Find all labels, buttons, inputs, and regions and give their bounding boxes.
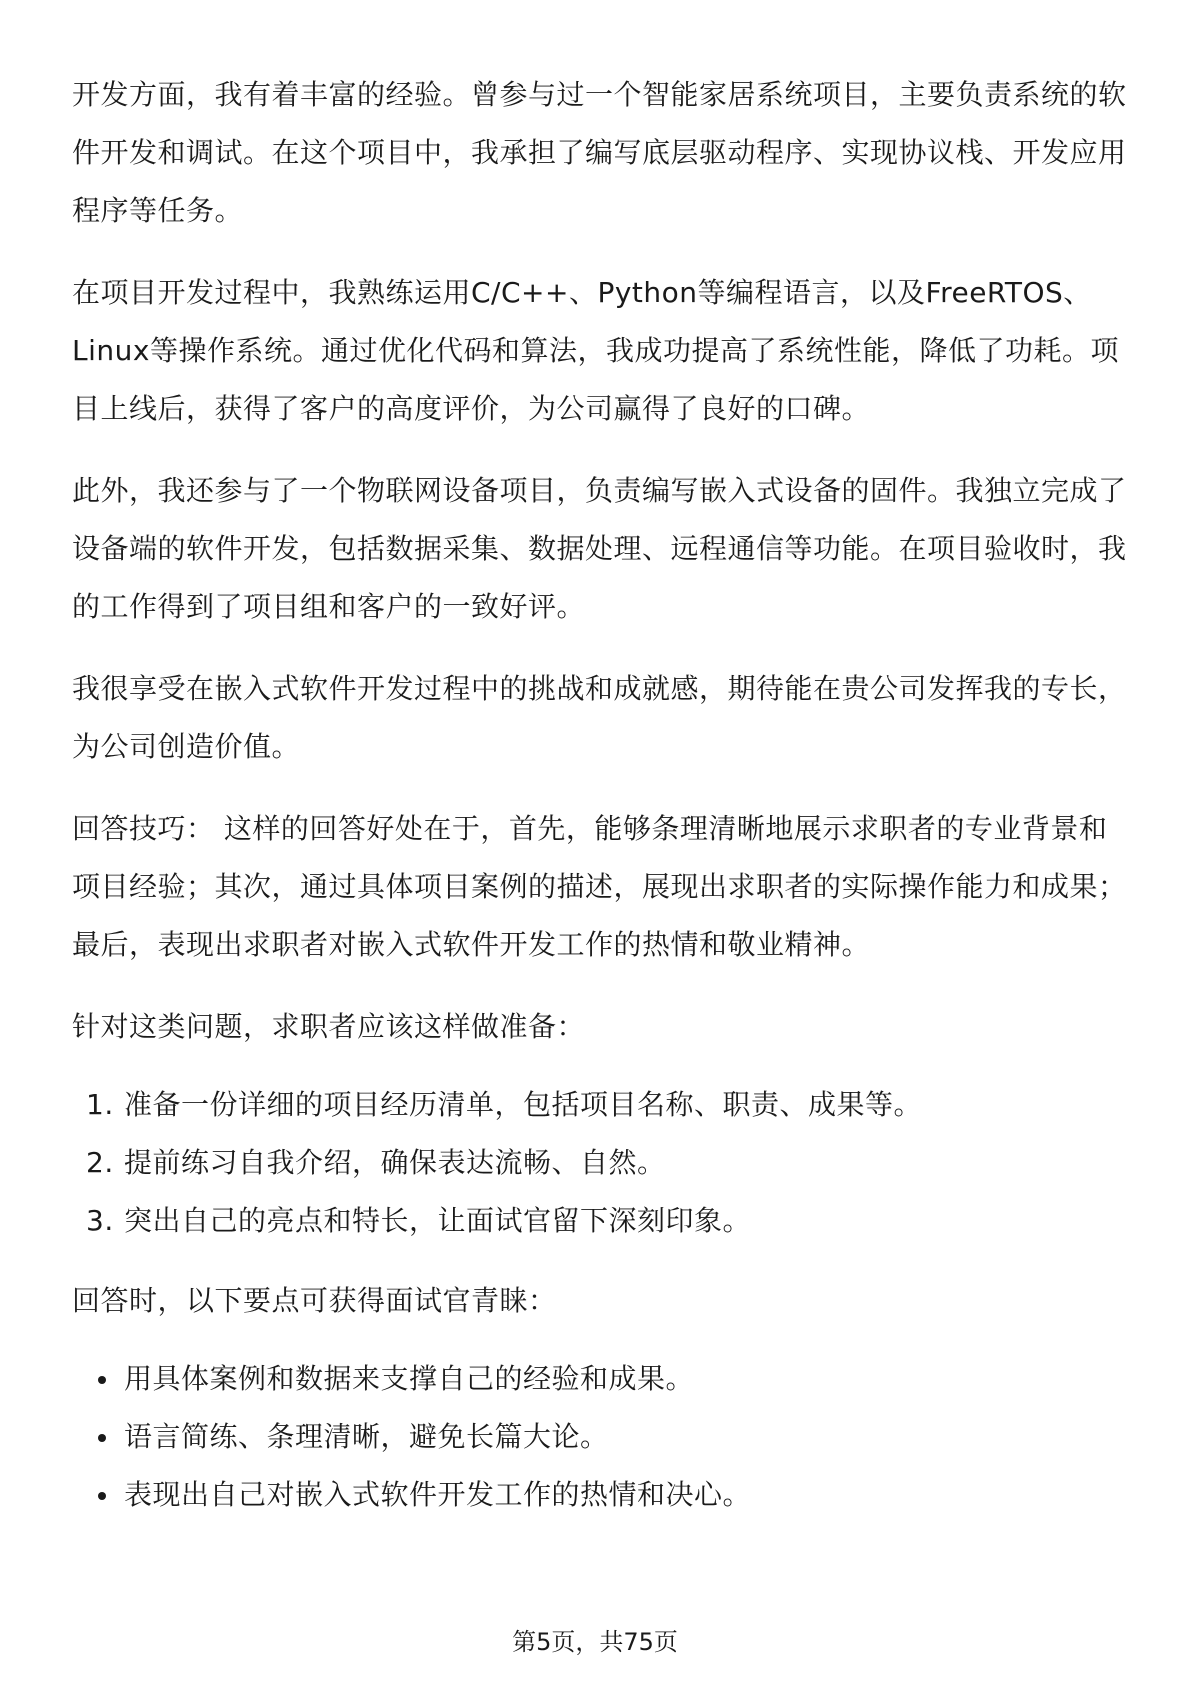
page-number: 第5页，共75页 bbox=[512, 1628, 678, 1656]
list-item bbox=[72, 1076, 1130, 1134]
list-item-text: 用具体案例和数据来支撑自己的经验和成果。 bbox=[124, 1362, 695, 1395]
tips-list bbox=[72, 1350, 1130, 1524]
paragraph-experience: 开发方面，我有着丰富的经验。曾参与过一个智能家居系统项目，主要负责系统的软件开发和调试。在这个项目中，我承担了编写底层驱动程序、实现协议栈、开发应用程序等任务。 bbox=[72, 78, 1127, 227]
list-number: 2. bbox=[86, 1146, 114, 1179]
list-item bbox=[72, 1192, 1130, 1250]
prep-intro: 针对这类问题，求职者应该这样做准备： bbox=[72, 1010, 586, 1043]
document-body bbox=[72, 66, 1130, 1546]
list-item-text: 提前练习自我介绍，确保表达流畅、自然。 bbox=[124, 1146, 666, 1179]
paragraph-iot-project: 此外，我还参与了一个物联网设备项目，负责编写嵌入式设备的固件。我独立完成了设备端的软件开发，包括数据采集、数据处理、远程通信等功能。在项目验收时，我的工作得到了项目组和客户的一致好评。 bbox=[72, 474, 1127, 623]
list-number: 1. bbox=[86, 1088, 114, 1121]
bullet-icon bbox=[98, 1492, 106, 1500]
paragraph-motivation: 我很享受在嵌入式软件开发过程中的挑战和成就感，期待能在贵公司发挥我的专长，为公司创造价值。 bbox=[72, 672, 1127, 763]
paragraph-answer-tips: 回答技巧： 这样的回答好处在于，首先，能够条理清晰地展示求职者的专业背景和项目经验；其次，通过具体项目案例的描述，展现出求职者的实际操作能力和成果；最后，表现出求职者对嵌入式软件开发工作的热情和敬业精神。 bbox=[72, 812, 1127, 961]
bullet-icon bbox=[98, 1376, 106, 1384]
list-item bbox=[72, 1350, 1130, 1408]
list-item bbox=[72, 1466, 1130, 1524]
paragraph-skills: 在项目开发过程中，我熟练运用C/C++、Python等编程语言，以及FreeRTOS、Linux等操作系统。通过优化代码和算法，我成功提高了系统性能，降低了功耗。项目上线后，获得了客户的高度评价，为公司赢得了良好的口碑。 bbox=[72, 276, 1119, 425]
list-item bbox=[72, 1408, 1130, 1466]
bullet-icon bbox=[98, 1434, 106, 1442]
list-item bbox=[72, 1134, 1130, 1192]
prep-list bbox=[72, 1076, 1130, 1250]
list-item-text: 突出自己的亮点和特长，让面试官留下深刻印象。 bbox=[124, 1204, 752, 1237]
list-item-text: 表现出自己对嵌入式软件开发工作的热情和决心。 bbox=[124, 1478, 752, 1511]
list-item-text: 准备一份详细的项目经历清单，包括项目名称、职责、成果等。 bbox=[124, 1088, 923, 1121]
tips-intro: 回答时，以下要点可获得面试官青睐： bbox=[72, 1284, 557, 1317]
list-number: 3. bbox=[86, 1204, 114, 1237]
list-item-text: 语言简练、条理清晰，避免长篇大论。 bbox=[124, 1420, 609, 1453]
